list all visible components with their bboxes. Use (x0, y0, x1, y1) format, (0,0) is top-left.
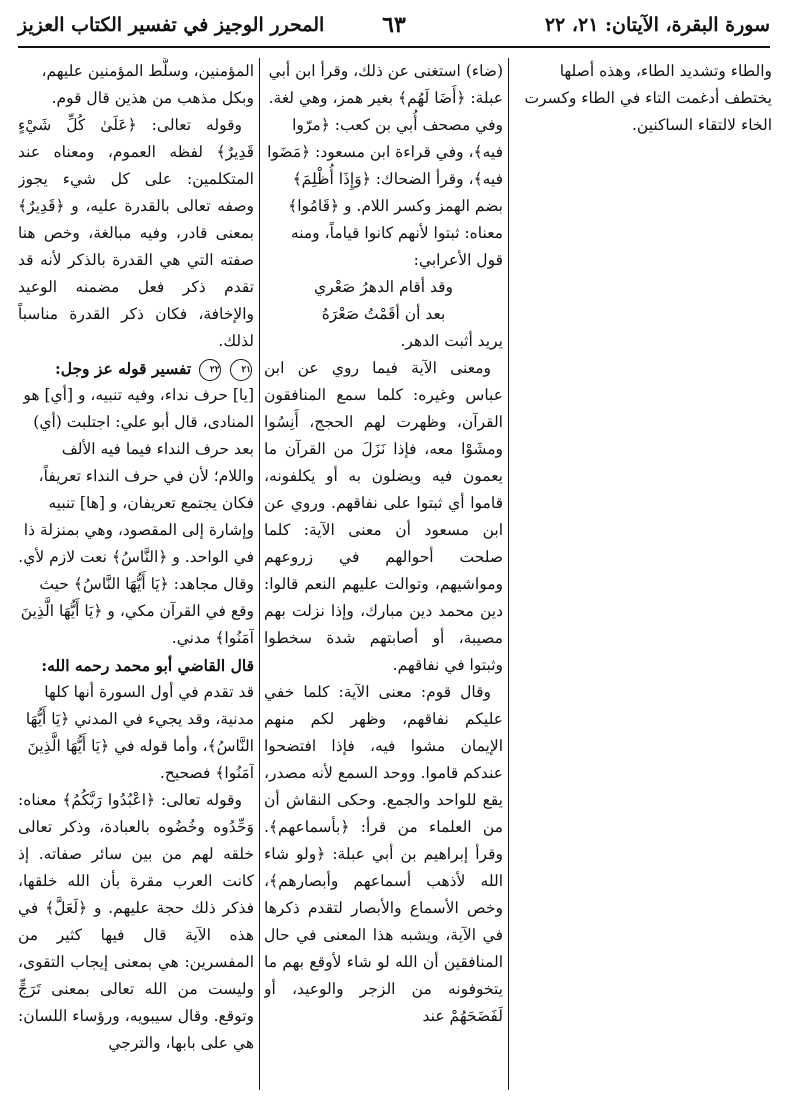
paragraph: المؤمنين، وسلَّط المؤمنين عليهم، وبكل مذهب من هذين قال قوم. (41, 62, 254, 107)
paragraph: [يا] حرف نداء، وفيه تنبيه، و [أي] هو المنادى، قال أبو علي: اجتلبت (أي) بعد حرف النداء فيما فيه الألف واللام؛ لأن في حرف النداء تعريفاً، فكان يجتمع تعريفان، و [ها] تنبيه وإشارة إلى المقصود، وهي بمنزلة ذا في الواحد. و ﴿النَّاسُ﴾ نعت لازم لأي. وقال مجاهد: ﴿يَا أَيُّهَا النَّاسُ﴾ حيث وقع في القرآن مكي، و ﴿يَا أَيُّهَا الَّذِينَ آمَنُوا﴾ مدني. (18, 386, 254, 647)
paragraph: وقال قوم: معنى الآية: كلما خفي عليكم نفاقهم، وظهر لكم منهم الإيمان مشوا فيه، فإذا افتضحوا عندكم قاموا. ووحد السمع لأنه مصدر، يقع للواحد والجمع. وحكى النقاش أن من العلماء من قرأ: ﴿بأسماعهم﴾. وقرأ إبراهيم بن أبي عبلة: ﴿ولو شاء الله لأذهب أسماعهم وأبصارهم﴾، وخص الأسماع والأبصار لتقدم ذكرها في الآية، ويشبه هذا المعنى في حال المنافقين أن الله لو شاء لأوقع بهم ما يتخوفونه من الزجر والوعيد، أو لَفَضَحَهُمْ عند (264, 683, 503, 1025)
column-middle (264, 58, 503, 1090)
author-heading: قال القاضي أبو محمد رحمه الله: (41, 656, 254, 675)
column-right (513, 58, 772, 1090)
paragraph: والطاء وتشديد الطاء، وهذه أصلها يختطف أدغمت التاء في الطاء وكسرت الخاء لالتقاء الساكنين. (524, 62, 772, 134)
verse-number-badge: ٢١ (230, 359, 252, 381)
paragraph: قد تقدم في أول السورة أنها كلها مدنية، وقد يجيء في المدني ﴿يَا أَيُّهَا النَّاسُ﴾، وأما قوله في ﴿يَا أَيُّهَا الَّذِينَ آمَنُوا﴾ فصحيح. (25, 683, 254, 782)
verse-number-badge: ٢٢ (199, 359, 221, 381)
paragraph: (ضاء) استغنى عن ذلك، وقرأ ابن أبي عبلة: ﴿أَضَا لَهُم﴾ بغير همز، وهي لغة. وفي مصحف أُبي بن كعب: ﴿مرّوا فيه﴾، وفي قراءة ابن مسعود: ﴿مَضَوا فيه﴾، وقرأ الضحاك: ﴿وَإِذَا أُظْلِمَ﴾ بضم الهمز وكسر اللام. و ﴿قَامُوا﴾ معناه: ثبتوا لأنهم كانوا قياماً، ومنه قول الأعرابي: (267, 62, 503, 269)
poem-line: وقد أقام الدهرُ صَعْري (313, 278, 454, 296)
column-divider (259, 58, 260, 1090)
header-rule (18, 46, 770, 48)
page-number: ٦٣ (382, 12, 406, 38)
paragraph: وقوله تعالى: ﴿اعْبُدُوا رَبَّكُمُ﴾ معناه: وَحِّدُوه وخُضُوه بالعبادة، وذكر تعالى خلقه لهم من بين سائر صفاته. إذ كانت العرب مقرة بأن الله خلقها، فذكر ذلك حجة عليهم. و ﴿لَعَلَّ﴾ في هذه الآية قال فيها كثير من المفسرين: هي بمعنى إيجاب التقوى، وليست من الله تعالى بمعنى تَرَجٍّ وتوقع. وقال سيبويه، ورؤساء اللسان: هي على بابها، والترجي (18, 791, 254, 1052)
paragraph: وقوله تعالى: ﴿عَلَىٰ كُلِّ شَيْءٍ قَدِيرٌ﴾ لفظه العموم، ومعناه عند المتكلمين: على كل شيء يجوز وصفه تعالى بالقدرة عليه، و ﴿قَدِيرٌ﴾ بمعنى قادر، وفيه مبالغة، وخص هنا صفته التي هي القدرة بالذكر لأنه قد تقدم ذكر فعل مضمنه الوعيد والإخافة، فكان ذكر القدرة مناسباً لذلك. (18, 116, 254, 350)
paragraph: يريد أثبت الدهر. (400, 332, 503, 350)
surah-info: سورة البقرة، الآيتان: ٢١، ٢٢ (544, 14, 770, 36)
page-header (18, 10, 770, 42)
column-divider (508, 58, 509, 1090)
book-title: المحرر الوجيز في تفسير الكتاب العزيز (18, 14, 325, 36)
column-left (18, 58, 254, 1090)
verse-heading-text: تفسير قوله عز وجل: (55, 359, 192, 378)
verse-heading (18, 355, 254, 382)
paragraph: ومعنى الآية فيما روي عن ابن عباس وغيره: كلما سمع المنافقون القرآن، وظهرت لهم الحجج، أَنِسُوا ومشَوْا معه، فإذا نَزَلَ من القرآن ما يعمون فيه ويضلون به أو يكلفونه، قاموا أي ثبتوا على نفاقهم. وروي عن ابن مسعود أن معنى الآية: كلما صلحت أحوالهم في زروعهم ومواشيهم، وتوالت عليهم النعم قالوا: دين محمد دين مبارك، وإذا نزلت بهم مصيبة، أو أصابتهم شدة سخطوا وثبتوا في نفاقهم. (264, 359, 503, 674)
poem-line: بعد أن أقَمْتُ صَعْرَهُ (321, 305, 446, 323)
